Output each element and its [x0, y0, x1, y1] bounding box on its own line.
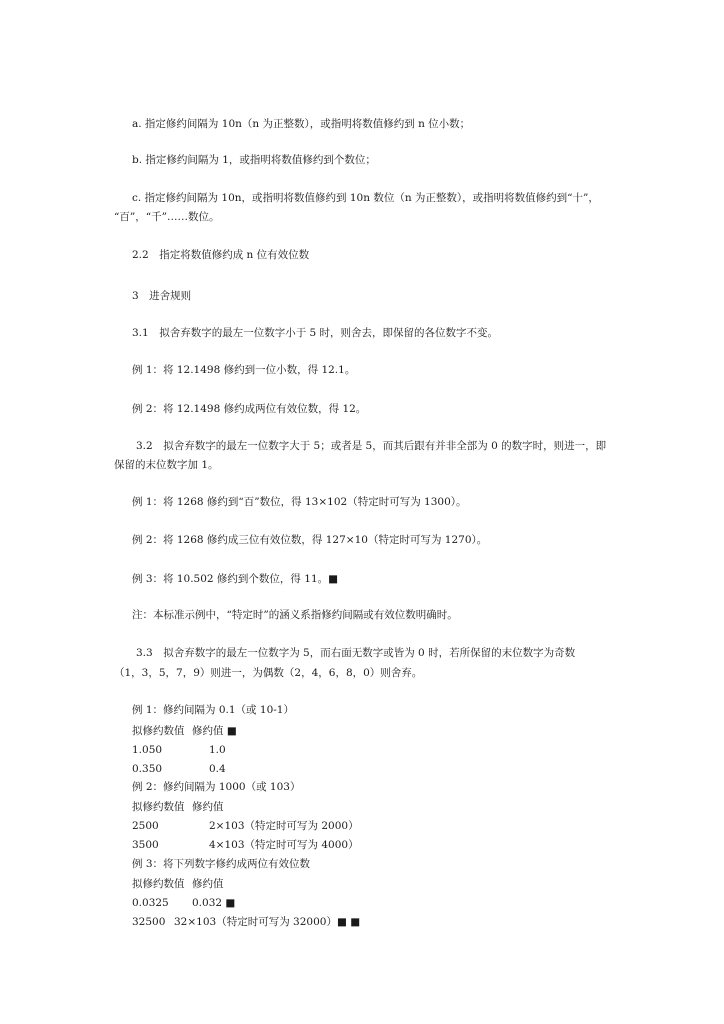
table-cell-rounded-value: 4×103（特定时可写为 4000）	[209, 839, 359, 851]
example-3-3-2-title: 例 2：修约间隔为 1000（或 103）	[132, 781, 301, 793]
table-header-rounded-value: 修约值 ■	[192, 725, 237, 737]
heading-3: 3 进舍规则	[132, 290, 192, 302]
table-header-rounded-value: 修约值	[192, 878, 224, 890]
paragraph-3-3-line-1: 3.3 拟舍弃数字的最左一位数字为 5，而右面无数字或皆为 0 时，若所保留的末位数字为奇数	[136, 647, 576, 659]
paragraph-c-line-2: “百”，“千”……数位。	[114, 211, 220, 223]
note: 注：本标准示例中，“特定时”的涵义系指修约间隔或有效位数明确时。	[132, 609, 458, 621]
table-cell-original-value: 1.050	[132, 744, 163, 756]
paragraph-b: b. 指定修约间隔为 1，或指明将数值修约到个数位；	[132, 154, 376, 166]
table-cell-rounded-value: 0.4	[209, 763, 226, 775]
paragraph-a: a. 指定修约间隔为 10n（n 为正整数），或指明将数值修约到 n 位小数；	[132, 118, 471, 130]
example-3-1-1: 例 1：将 12.1498 修约到一位小数，得 12.1。	[132, 364, 356, 376]
table-header-original-value: 拟修约数值	[132, 878, 185, 890]
table-cell-original-value: 2500	[132, 820, 159, 832]
table-cell-original-value: 3500	[132, 839, 159, 851]
paragraph-c-line-1: c. 指定修约间隔为 10n，或指明将数值修约到 10n 数位（n 为正整数），或指明将数值修约到“十”，	[132, 192, 599, 204]
paragraph-3-2-line-1: 3.2 拟舍弃数字的最左一位数字大于 5；或者是 5，而其后跟有并非全部为 0 的数字时，则进一，即	[136, 440, 607, 452]
table-cell-rounded-value: 1.0	[209, 744, 226, 756]
table-cell-rounded-value: 2×103（特定时可写为 2000）	[209, 820, 359, 832]
table-header-original-value: 拟修约数值	[132, 801, 185, 813]
table-cell-original-value: 0.0325	[132, 897, 169, 909]
table-header-rounded-value: 修约值	[192, 801, 224, 813]
table-header-original-value: 拟修约数值	[132, 725, 185, 737]
example-3-3-3-title: 例 3：将下列数字修约成两位有效位数	[132, 858, 311, 870]
table-cell-rounded-value: 32×103（特定时可写为 32000）■ ■	[174, 916, 361, 928]
table-cell-original-value: 32500	[132, 916, 166, 928]
example-3-2-3: 例 3：将 10.502 修约到个数位，得 11。■	[132, 573, 339, 585]
paragraph-3-3-line-2: （1，3，5，7，9）则进一，为偶数（2，4，6，8，0）则舍弃。	[114, 667, 423, 679]
table-cell-rounded-value: 0.032 ■	[192, 897, 236, 909]
example-3-3-1-title: 例 1：修约间隔为 0.1（或 10-1）	[132, 704, 294, 716]
table-cell-original-value: 0.350	[132, 763, 163, 775]
example-3-2-1: 例 1：将 1268 修约到“百”数位，得 13×102（特定时可写为 1300）。	[132, 496, 467, 508]
example-3-2-2: 例 2：将 1268 修约成三位有效位数，得 127×10（特定时可写为 1270）。	[132, 534, 488, 546]
example-3-1-2: 例 2：将 12.1498 修约成两位有效位数，得 12。	[132, 403, 367, 415]
heading-2-2: 2.2 指定将数值修约成 n 位有效位数	[132, 249, 310, 261]
paragraph-3-1: 3.1 拟舍弃数字的最左一位数字小于 5 时，则舍去，即保留的各位数字不变。	[132, 327, 499, 339]
paragraph-3-2-line-2: 保留的末位数字加 1。	[114, 459, 219, 471]
